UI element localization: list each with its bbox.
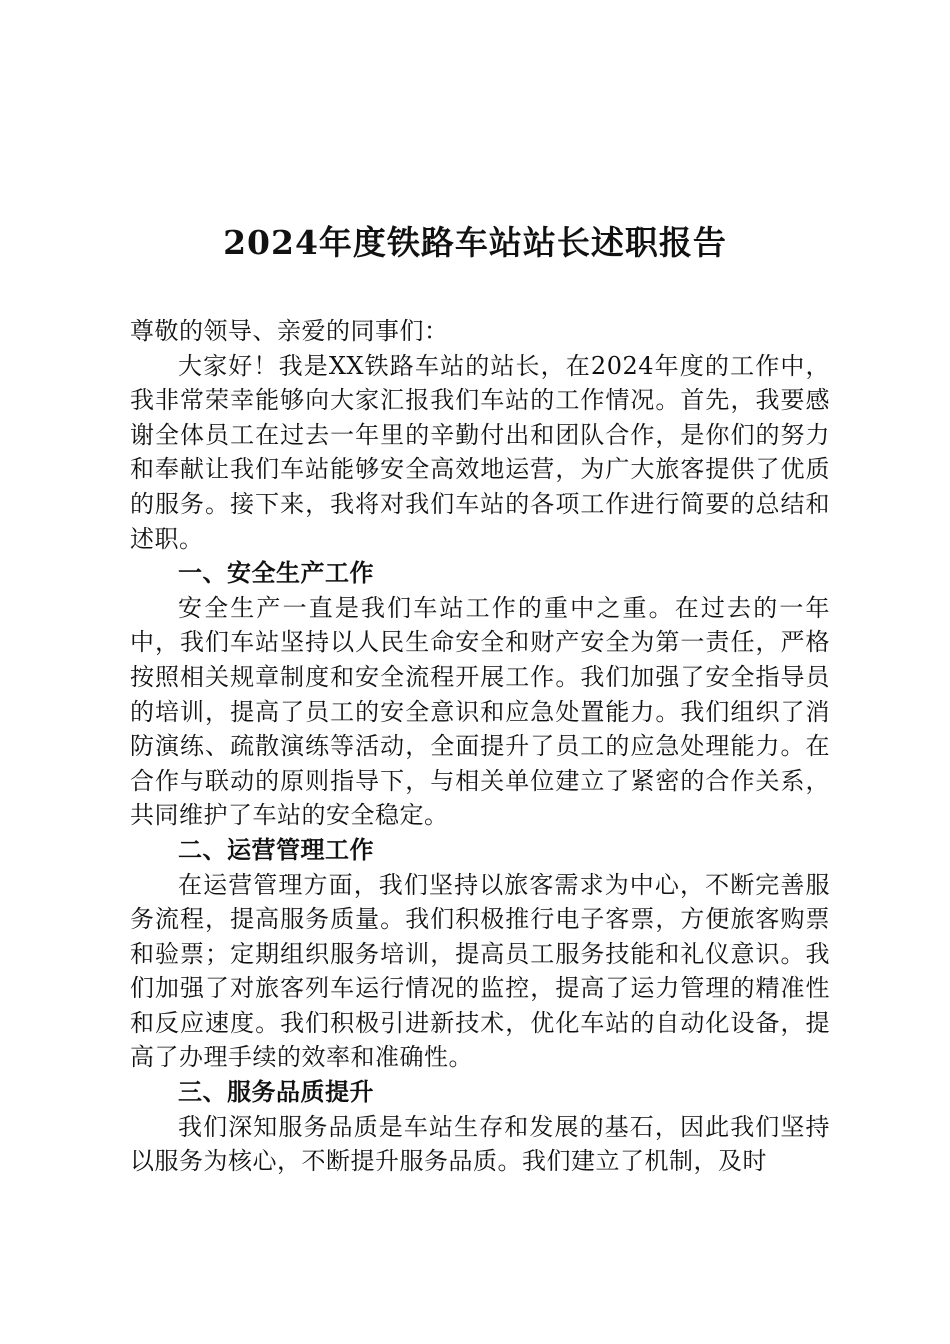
salutation: 尊敬的领导、亲爱的同事们： bbox=[130, 317, 449, 345]
section-paragraph-service: 我们深知服务品质是车站生存和发展的基石，因此我们坚持以服务为核心，不断提升服务品质。我们建立了机制，及时 bbox=[130, 1112, 830, 1176]
section-heading-operations: 二、运营管理工作 bbox=[178, 835, 374, 864]
document-title: 2024年度铁路车站站长述职报告 bbox=[223, 223, 727, 262]
intro-paragraph: 大家好！我是XX铁路车站的站长，在2024年度的工作中，我非常荣幸能够向大家汇报我们车站的工作情况。首先，我要感谢全体员工在过去一年里的辛勤付出和团队合作，是你们的努力和奉献让我们车站能够安全高效地运营，为广大旅客提供了优质的服务。接下来，我将对我们车站的各项工作进行简要的总结和述职。 bbox=[130, 351, 830, 553]
section-paragraph-operations: 在运营管理方面，我们坚持以旅客需求为中心，不断完善服务流程，提高服务质量。我们积极推行电子客票，方便旅客购票和验票；定期组织服务培训，提高员工服务技能和礼仪意识。我们加强了对旅客列车运行情况的监控，提高了运力管理的精准性和反应速度。我们积极引进新技术，优化车站的自动化设备，提高了办理手续的效率和准确性。 bbox=[130, 870, 830, 1072]
section-paragraph-safety: 安全生产一直是我们车站工作的重中之重。在过去的一年中，我们车站坚持以人民生命安全和财产安全为第一责任，严格按照相关规章制度和安全流程开展工作。我们加强了安全指导员的培训，提高了员工的安全意识和应急处置能力。我们组织了消防演练、疏散演练等活动，全面提升了员工的应急处理能力。在合作与联动的原则指导下，与相关单位建立了紧密的合作关系，共同维护了车站的安全稳定。 bbox=[130, 593, 830, 830]
document-body bbox=[130, 314, 830, 1179]
section-heading-service: 三、服务品质提升 bbox=[178, 1078, 374, 1107]
section-heading-safety: 一、安全生产工作 bbox=[178, 559, 374, 588]
